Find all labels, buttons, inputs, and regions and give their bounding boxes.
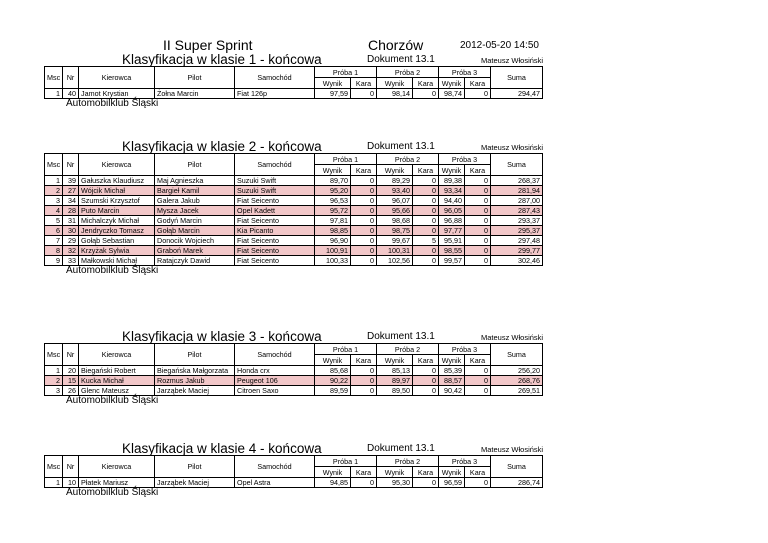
col-header-msc: Msc [45,344,63,366]
cell-run1-penalty: 0 [351,478,377,488]
cell-run1-result: 100,33 [315,256,351,266]
cell-run1-result: 95,72 [315,206,351,216]
cell-run1-penalty: 0 [351,89,377,99]
col-header-nr: Nr [63,344,79,366]
cell-run2-result: 95,66 [377,206,413,216]
cell-pilot: Mysza Jacek [155,206,235,216]
cell-pilot: Biegańska Małgorzata [155,366,235,376]
col-header-result: Wynik [439,78,465,89]
cell-driver: Glenc Mateusz [79,386,155,396]
col-header-msc: Msc [45,456,63,478]
cell-run2-penalty: 0 [413,216,439,226]
cell-position: 3 [45,386,63,396]
cell-run2-penalty: 0 [413,206,439,216]
col-header-penalty: Kara [351,467,377,478]
cell-number: 29 [63,236,79,246]
col-header-penalty: Kara [413,165,439,176]
results-table [44,343,543,396]
col-header-result: Wynik [315,165,351,176]
cell-driver: Biegański Robert [79,366,155,376]
cell-car: Opel Kadett [235,206,315,216]
official-name: Mateusz Włosiński [481,143,544,152]
cell-number: 28 [63,206,79,216]
table-row [45,386,543,396]
col-header-total: Suma [491,154,543,176]
cell-run1-penalty: 0 [351,176,377,186]
col-header-run2: Próba 2 [377,67,439,78]
col-header-run3: Próba 3 [439,456,491,467]
cell-run1-penalty: 0 [351,216,377,226]
official-name: Mateusz Włosiński [481,333,544,342]
col-header-penalty: Kara [351,165,377,176]
cell-run3-penalty: 0 [465,246,491,256]
col-header-car: Samochód [235,456,315,478]
col-header-car: Samochód [235,344,315,366]
cell-run2-result: 95,30 [377,478,413,488]
cell-pilot: Jarząbek Maciej [155,478,235,488]
col-header-msc: Msc [45,154,63,176]
event-title: II Super Sprint [163,37,253,53]
cell-run3-result: 96,05 [439,206,465,216]
cell-run3-penalty: 0 [465,236,491,246]
cell-position: 5 [45,216,63,226]
col-header-driver: Kierowca [79,344,155,366]
cell-run2-penalty: 5 [413,236,439,246]
col-header-penalty: Kara [465,78,491,89]
cell-total: 269,51 [491,386,543,396]
cell-number: 31 [63,216,79,226]
cell-driver: Gołąb Sebastian [79,236,155,246]
col-header-car: Samochód [235,67,315,89]
cell-run2-penalty: 0 [413,246,439,256]
col-header-pilot: Pilot [155,344,235,366]
col-header-result: Wynik [315,78,351,89]
cell-position: 2 [45,376,63,386]
cell-run1-result: 95,20 [315,186,351,196]
cell-run3-result: 94,40 [439,196,465,206]
cell-run1-result: 89,70 [315,176,351,186]
cell-run3-penalty: 0 [465,216,491,226]
document-number: Dokument 13.1 [367,331,435,342]
cell-total: 294,47 [491,89,543,99]
col-header-penalty: Kara [413,467,439,478]
col-header-driver: Kierowca [79,67,155,89]
table-row [45,89,543,99]
cell-pilot: Gołąb Marcin [155,226,235,236]
cell-total: 297,48 [491,236,543,246]
col-header-result: Wynik [315,467,351,478]
cell-car: Honda crx [235,366,315,376]
results-table [44,455,543,488]
cell-run3-penalty: 0 [465,196,491,206]
table-row [45,236,543,246]
cell-total: 295,37 [491,226,543,236]
cell-run2-result: 100,31 [377,246,413,256]
col-header-run3: Próba 3 [439,344,491,355]
col-header-total: Suma [491,456,543,478]
table-row [45,176,543,186]
cell-driver: Jamot Krystian [79,89,155,99]
col-header-nr: Nr [63,456,79,478]
cell-total: 286,74 [491,478,543,488]
table-row [45,206,543,216]
cell-total: 293,37 [491,216,543,226]
table-row [45,478,543,488]
cell-run1-result: 85,68 [315,366,351,376]
cell-position: 6 [45,226,63,236]
cell-run3-penalty: 0 [465,366,491,376]
event-datetime: 2012-05-20 14:50 [460,40,539,51]
cell-car: Suzuki Swift [235,186,315,196]
cell-run2-penalty: 0 [413,256,439,266]
cell-run2-result: 89,97 [377,376,413,386]
cell-car: Fiat Seicento [235,256,315,266]
cell-position: 4 [45,206,63,216]
col-header-result: Wynik [377,165,413,176]
cell-run1-penalty: 0 [351,246,377,256]
col-header-nr: Nr [63,154,79,176]
col-header-run3: Próba 3 [439,154,491,165]
club-name: Automobilklub Śląski [66,265,159,276]
col-header-result: Wynik [377,467,413,478]
cell-run1-result: 98,85 [315,226,351,236]
club-name: Automobilklub Śląski [66,395,159,406]
col-header-result: Wynik [439,467,465,478]
table-row [45,216,543,226]
cell-run1-penalty: 0 [351,226,377,236]
cell-pilot: Galera Jakub [155,196,235,206]
cell-driver: Kucka Michał [79,376,155,386]
cell-pilot: Ratajczyk Dawid [155,256,235,266]
cell-run1-result: 96,53 [315,196,351,206]
cell-run3-result: 96,88 [439,216,465,226]
cell-position: 3 [45,196,63,206]
cell-car: Opel Astra [235,478,315,488]
col-header-car: Samochód [235,154,315,176]
section-title: Klasyfikacja w klasie 3 - końcowa [122,329,322,344]
results-table [44,153,543,266]
cell-driver: Jendryczko Tomasz [79,226,155,236]
document-number: Dokument 13.1 [367,54,435,65]
col-header-pilot: Pilot [155,67,235,89]
cell-run1-penalty: 0 [351,236,377,246]
cell-number: 40 [63,89,79,99]
cell-run2-penalty: 0 [413,89,439,99]
cell-total: 299,77 [491,246,543,256]
document-number: Dokument 13.1 [367,141,435,152]
cell-number: 27 [63,186,79,196]
cell-run1-penalty: 0 [351,196,377,206]
cell-pilot: Maj Agnieszka [155,176,235,186]
cell-run3-penalty: 0 [465,206,491,216]
col-header-result: Wynik [315,355,351,366]
cell-run3-penalty: 0 [465,186,491,196]
cell-run1-penalty: 0 [351,376,377,386]
col-header-result: Wynik [439,355,465,366]
cell-car: Fiat Seicento [235,216,315,226]
cell-car: Fiat 126p [235,89,315,99]
cell-number: 15 [63,376,79,386]
cell-run3-penalty: 0 [465,89,491,99]
cell-run3-result: 90,42 [439,386,465,396]
col-header-run1: Próba 1 [315,67,377,78]
cell-pilot: Jarząbek Maciej [155,386,235,396]
cell-car: Fiat Seicento [235,236,315,246]
table-row [45,246,543,256]
club-name: Automobilklub Śląski [66,487,159,498]
cell-run2-penalty: 0 [413,366,439,376]
col-header-result: Wynik [439,165,465,176]
col-header-result: Wynik [377,355,413,366]
cell-driver: Puto Marcin [79,206,155,216]
cell-run1-result: 94,85 [315,478,351,488]
section-title: Klasyfikacja w klasie 4 - końcowa [122,441,322,456]
cell-run2-penalty: 0 [413,196,439,206]
cell-run2-result: 93,40 [377,186,413,196]
cell-run3-penalty: 0 [465,376,491,386]
cell-position: 1 [45,366,63,376]
table-row [45,186,543,196]
cell-run1-penalty: 0 [351,386,377,396]
cell-position: 1 [45,176,63,186]
cell-run1-result: 96,90 [315,236,351,246]
table-row [45,366,543,376]
table-row [45,226,543,236]
col-header-driver: Kierowca [79,456,155,478]
col-header-pilot: Pilot [155,154,235,176]
col-header-run1: Próba 1 [315,344,377,355]
cell-pilot: Żołna Marcin [155,89,235,99]
cell-run3-penalty: 0 [465,256,491,266]
section-title: Klasyfikacja w klasie 2 - końcowa [122,139,322,154]
results-table [44,66,543,99]
cell-run1-result: 97,81 [315,216,351,226]
col-header-total: Suma [491,344,543,366]
col-header-driver: Kierowca [79,154,155,176]
cell-total: 256,20 [491,366,543,376]
cell-pilot: Donocik Wojciech [155,236,235,246]
cell-run3-result: 96,59 [439,478,465,488]
col-header-penalty: Kara [351,355,377,366]
cell-run2-penalty: 0 [413,186,439,196]
cell-run3-result: 98,74 [439,89,465,99]
cell-driver: Wójcik Michał [79,186,155,196]
cell-pilot: Godyń Marcin [155,216,235,226]
cell-total: 302,46 [491,256,543,266]
cell-total: 287,43 [491,206,543,216]
col-header-penalty: Kara [465,355,491,366]
col-header-penalty: Kara [465,165,491,176]
col-header-penalty: Kara [413,78,439,89]
cell-run3-result: 95,91 [439,236,465,246]
col-header-penalty: Kara [465,467,491,478]
cell-position: 7 [45,236,63,246]
cell-car: Suzuki Swift [235,176,315,186]
cell-run1-result: 89,59 [315,386,351,396]
col-header-run3: Próba 3 [439,67,491,78]
cell-total: 268,76 [491,376,543,386]
cell-driver: Krzyżak Sylwia [79,246,155,256]
col-header-run1: Próba 1 [315,154,377,165]
cell-total: 268,37 [491,176,543,186]
cell-total: 281,94 [491,186,543,196]
cell-run2-result: 89,29 [377,176,413,186]
cell-run3-result: 97,77 [439,226,465,236]
document-number: Dokument 13.1 [367,443,435,454]
cell-car: Kia Picanto [235,226,315,236]
cell-pilot: Graboń Marek [155,246,235,256]
official-name: Mateusz Włosiński [481,445,544,454]
cell-run2-penalty: 0 [413,226,439,236]
col-header-pilot: Pilot [155,456,235,478]
cell-pilot: Bargieł Kamil [155,186,235,196]
cell-number: 39 [63,176,79,186]
club-name: Automobilklub Śląski [66,98,159,109]
table-row [45,256,543,266]
cell-pilot: Rozmus Jakub [155,376,235,386]
cell-run1-penalty: 0 [351,206,377,216]
cell-run2-penalty: 0 [413,376,439,386]
cell-driver: Płatek Mariusz [79,478,155,488]
event-city: Chorzów [368,37,424,53]
cell-run1-result: 90,22 [315,376,351,386]
col-header-total: Suma [491,67,543,89]
col-header-run2: Próba 2 [377,456,439,467]
cell-run2-result: 98,75 [377,226,413,236]
cell-position: 1 [45,478,63,488]
cell-run2-result: 98,68 [377,216,413,226]
col-header-nr: Nr [63,67,79,89]
cell-driver: Szumski Krzysztof [79,196,155,206]
cell-run1-result: 100,91 [315,246,351,256]
cell-run3-penalty: 0 [465,478,491,488]
cell-run1-penalty: 0 [351,186,377,196]
cell-position: 8 [45,246,63,256]
cell-position: 9 [45,256,63,266]
cell-run3-penalty: 0 [465,386,491,396]
cell-position: 1 [45,89,63,99]
cell-car: Peugeot 106 [235,376,315,386]
cell-car: Citroen Saxo [235,386,315,396]
cell-number: 26 [63,386,79,396]
cell-run3-result: 93,34 [439,186,465,196]
official-name: Mateusz Włosiński [481,56,544,65]
cell-total: 287,00 [491,196,543,206]
cell-run2-result: 89,50 [377,386,413,396]
cell-driver: Michalczyk Michał [79,216,155,226]
col-header-run2: Próba 2 [377,344,439,355]
col-header-run1: Próba 1 [315,456,377,467]
cell-run1-penalty: 0 [351,256,377,266]
cell-number: 32 [63,246,79,256]
cell-run3-result: 98,55 [439,246,465,256]
cell-run3-result: 99,57 [439,256,465,266]
cell-run2-result: 99,67 [377,236,413,246]
cell-run2-result: 102,56 [377,256,413,266]
cell-run2-penalty: 0 [413,176,439,186]
cell-car: Fiat Seicento [235,196,315,206]
cell-run2-result: 96,07 [377,196,413,206]
cell-number: 30 [63,226,79,236]
cell-run3-result: 85,39 [439,366,465,376]
cell-number: 34 [63,196,79,206]
cell-run3-penalty: 0 [465,226,491,236]
col-header-msc: Msc [45,67,63,89]
col-header-penalty: Kara [413,355,439,366]
cell-run3-result: 88,57 [439,376,465,386]
table-row [45,376,543,386]
cell-run2-penalty: 0 [413,386,439,396]
cell-run1-penalty: 0 [351,366,377,376]
table-row [45,196,543,206]
cell-driver: Gałuszka Klaudiusz [79,176,155,186]
cell-run3-penalty: 0 [465,176,491,186]
cell-driver: Małkowski Michał [79,256,155,266]
col-header-run2: Próba 2 [377,154,439,165]
cell-run2-result: 85,13 [377,366,413,376]
cell-position: 2 [45,186,63,196]
cell-run3-result: 89,38 [439,176,465,186]
cell-car: Fiat Seicento [235,246,315,256]
cell-run1-result: 97,59 [315,89,351,99]
section-title: Klasyfikacja w klasie 1 - końcowa [122,52,322,67]
cell-run2-penalty: 0 [413,478,439,488]
cell-number: 10 [63,478,79,488]
cell-run2-result: 98,14 [377,89,413,99]
col-header-result: Wynik [377,78,413,89]
cell-number: 33 [63,256,79,266]
cell-number: 20 [63,366,79,376]
col-header-penalty: Kara [351,78,377,89]
